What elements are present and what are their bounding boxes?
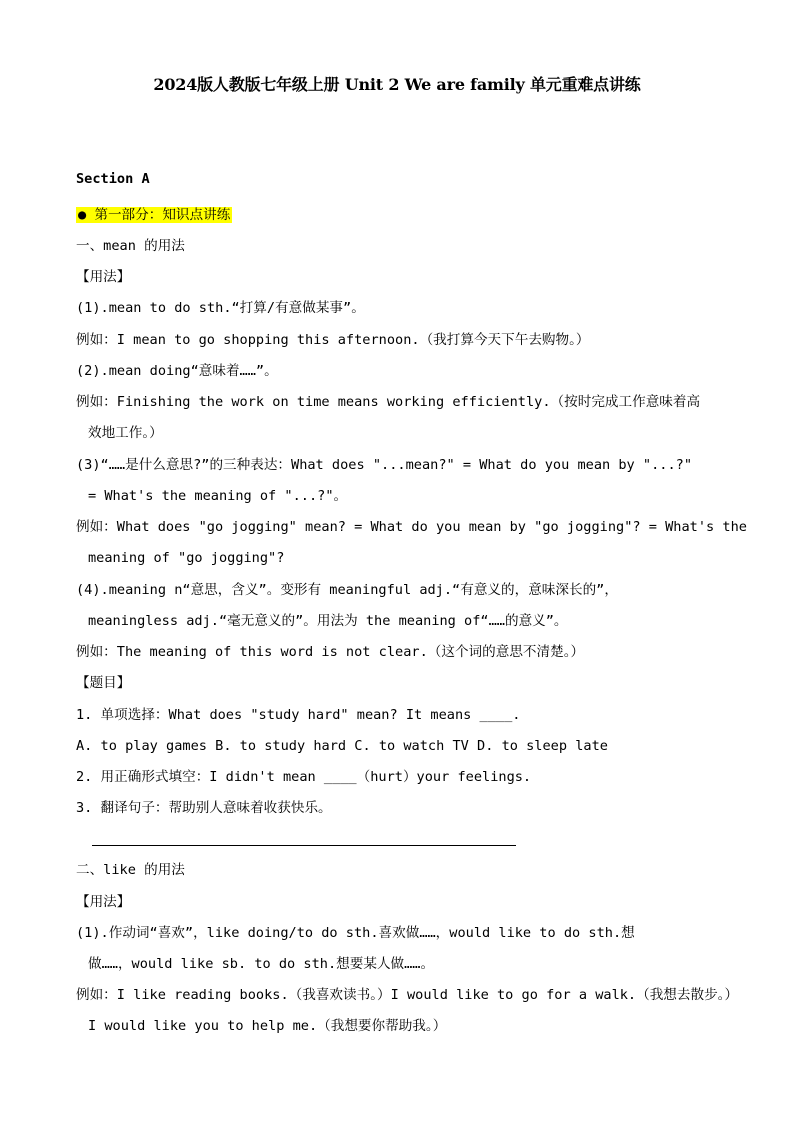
example-line: meaning of "go jogging"? [88, 550, 285, 566]
example-line: 例如：Finishing the work on time means working efficiently.（按时完成工作意味着高 [76, 394, 701, 410]
question-1-options: A. to play games B. to study hard C. to watch TV D. to sleep late [76, 738, 608, 754]
text-line: = What's the meaning of "...?"。 [88, 488, 348, 504]
text-line: (3)“……是什么意思?”的三种表达：What does "...mean?" = What do you mean by "...?" [76, 457, 693, 473]
example-line: 例如：I mean to go shopping this afternoon.（我打算今天下午去购物。） [76, 332, 590, 348]
document-title: 2024版人教版七年级上册 Unit 2 We are family 单元重难点讲练 [153, 75, 641, 94]
text-line: (4).meaning n“意思，含义”。变形有 meaningful adj.“有意义的，意味深长的”， [76, 582, 618, 598]
question-2: 2. 用正确形式填空：I didn't mean ____（hurt）your feelings. [76, 769, 532, 785]
answer-blank-line [92, 845, 516, 846]
section-heading: Section A [76, 171, 150, 187]
exercise-label: 【题目】 [76, 675, 131, 691]
example-line: I would like you to help me.（我想要你帮助我。） [88, 1018, 447, 1034]
text-line: (2).mean doing“意味着……”。 [76, 363, 278, 379]
part-heading-highlight: ● 第一部分：知识点讲练 [78, 207, 231, 223]
usage-label: 【用法】 [76, 269, 131, 285]
example-line: 效地工作。） [88, 425, 163, 441]
usage-label: 【用法】 [76, 894, 131, 910]
question-1: 1. 单项选择：What does "study hard" mean? It means ____. [76, 707, 521, 723]
example-line: 例如：The meaning of this word is not clear.（这个词的意思不清楚。） [76, 644, 585, 660]
example-line: 例如：What does "go jogging" mean? = What do you mean by "go jogging"? = What's the [76, 519, 747, 535]
example-line: 例如：I like reading books.（我喜欢读书。）I would like to go for a walk.（我想去散步。） [76, 987, 739, 1003]
text-line: (1).作动词“喜欢”，like doing/to do sth.喜欢做……，would like to do sth.想 [76, 925, 635, 941]
part-heading [76, 205, 736, 225]
text-line: 做……，would like sb. to do sth.想要某人做……。 [88, 956, 435, 972]
mean-usage-heading: 一、mean 的用法 [76, 238, 185, 254]
text-line: (1).mean to do sth.“打算/有意做某事”。 [76, 300, 365, 316]
like-usage-heading: 二、like 的用法 [76, 862, 185, 878]
text-line: meaningless adj.“毫无意义的”。用法为 the meaning of“……的意义”。 [88, 613, 568, 629]
question-3: 3. 翻译句子：帮助别人意味着收获快乐。 [76, 800, 332, 816]
